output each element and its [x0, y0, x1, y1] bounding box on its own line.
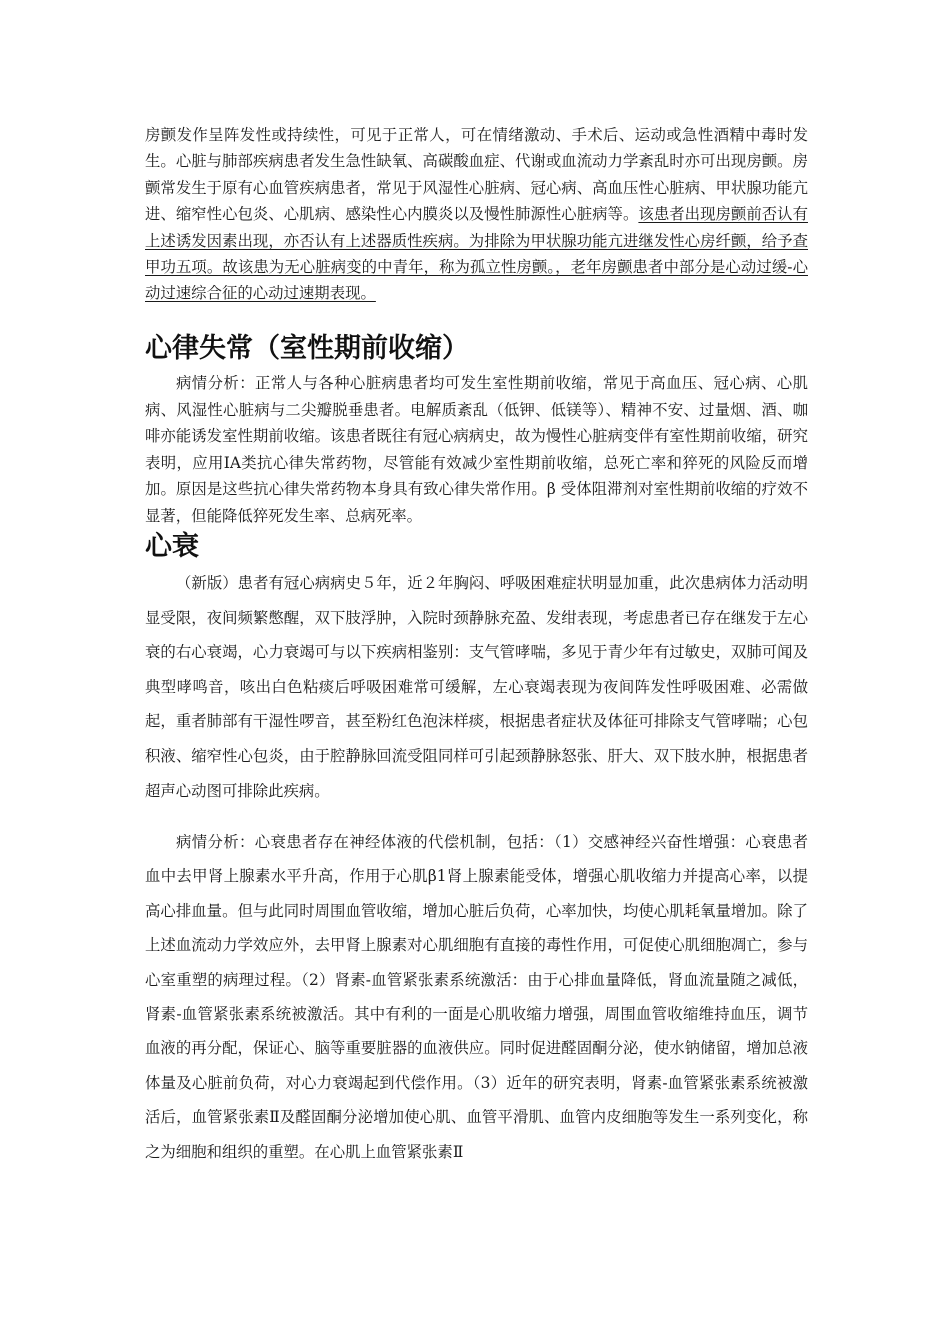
heart-failure-paragraph-1: （新版）患者有冠心病病史５年，近２年胸闷、呼吸困难症状明显加重，此次患病体力活动明显受限，夜间频繁憋醒，双下肢浮肿，入院时颈静脉充盈、发绀表现，考虑患者已存在继发于左心衰的右心衰竭，心力衰竭可与以下疾病相鉴别：支气管哮喘，多见于青少年有过敏史，双肺可闻及典型哮鸣音，咳出白色粘痰后呼吸困难常可缓解，左心衰竭表现为夜间阵发性呼吸困难、必需做起，重者肺部有干湿性啰音，甚至粉红色泡沫样痰，根据患者症状及体征可排除支气管哮喘；心包积液、缩窄性心包炎，由于腔静脉回流受阻同样可引起颈静脉怒张、肝大、双下肢水肿，根据患者超声心动图可排除此疾病。 [145, 574, 808, 800]
arrhythmia-heading: 心律失常（室性期前收缩） [145, 333, 469, 364]
intro-plain-text: 房颤发作呈阵发性或持续性，可见于正常人，可在情绪激动、手术后、运动或急性酒精中毒时发生。心脏与肺部疾病患者发生急性缺氧、高碳酸血症、代谢或血流动力学紊乱时亦可出现房颤。房颤常发生于原有心血管疾病患者，常见于风湿性心脏病、冠心病、高血压性心脏病、甲状腺功能亢进、缩窄性心包炎、心肌病、感染性心内膜炎以及慢性肺源性心脏病等。 [145, 126, 808, 224]
intro-underlined-text: 该患者出现房颤前否认有上述诱发因素出现，亦否认有上述器质性疾病。为排除为甲状腺功能亢进继发性心房纤颤，给予查甲功五项。故该患为无心脏病变的中青年，称为孤立性房颤。，老年房颤患者中部分是心动过缓-心动过速综合征的心动过速期表现。 [145, 205, 808, 303]
heart-failure-heading: 心衰 [145, 531, 199, 562]
arrhythmia-paragraph: 病情分析：正常人与各种心脏病患者均可发生室性期前收缩，常见于高血压、冠心病、心肌病、风湿性心脏病与二尖瓣脱垂患者。电解质紊乱（低钾、低镁等）、精神不安、过量烟、酒、咖啡亦能诱发室性期前收缩。该患者既往有冠心病病史，故为慢性心脏病变伴有室性期前收缩，研究表明，应用IA类抗心律失常药物，尽管能有效减少室性期前收缩，总死亡率和猝死的风险反而增加。原因是这些抗心律失常药物本身具有致心律失常作用。β 受体阻滞剂对室性期前收缩的疗效不显著，但能降低猝死发生率、总病死率。 [145, 374, 808, 525]
heart-failure-paragraph-2: 病情分析：心衰患者存在神经体液的代偿机制，包括：（1）交感神经兴奋性增强：心衰患者血中去甲肾上腺素水平升高，作用于心肌β1肾上腺素能受体，增强心肌收缩力并提高心率，以提高心排血量。但与此同时周围血管收缩，增加心脏后负荷，心率加快，均使心肌耗氧量增加。除了上述血流动力学效应外，去甲肾上腺素对心肌细胞有直接的毒性作用，可促使心肌细胞凋亡，参与心室重塑的病理过程。（2）肾素-血管紧张素系统激活：由于心排血量降低，肾血流量随之减低，肾素-血管紧张素系统被激活。其中有利的一面是心肌收缩力增强，周围血管收缩维持血压，调节血液的再分配，保证心、脑等重要脏器的血液供应。同时促进醛固酮分泌，使水钠储留，增加总液体量及心脏前负荷，对心力衰竭起到代偿作用。（3）近年的研究表明，肾素-血管紧张素系统被激活后，血管紧张素Ⅱ及醛固酮分泌增加使心肌、血管平滑肌、血管内皮细胞等发生一系列变化，称之为细胞和组织的重塑。在心肌上血管紧张素Ⅱ [145, 833, 808, 1161]
intro-paragraph [145, 122, 808, 307]
